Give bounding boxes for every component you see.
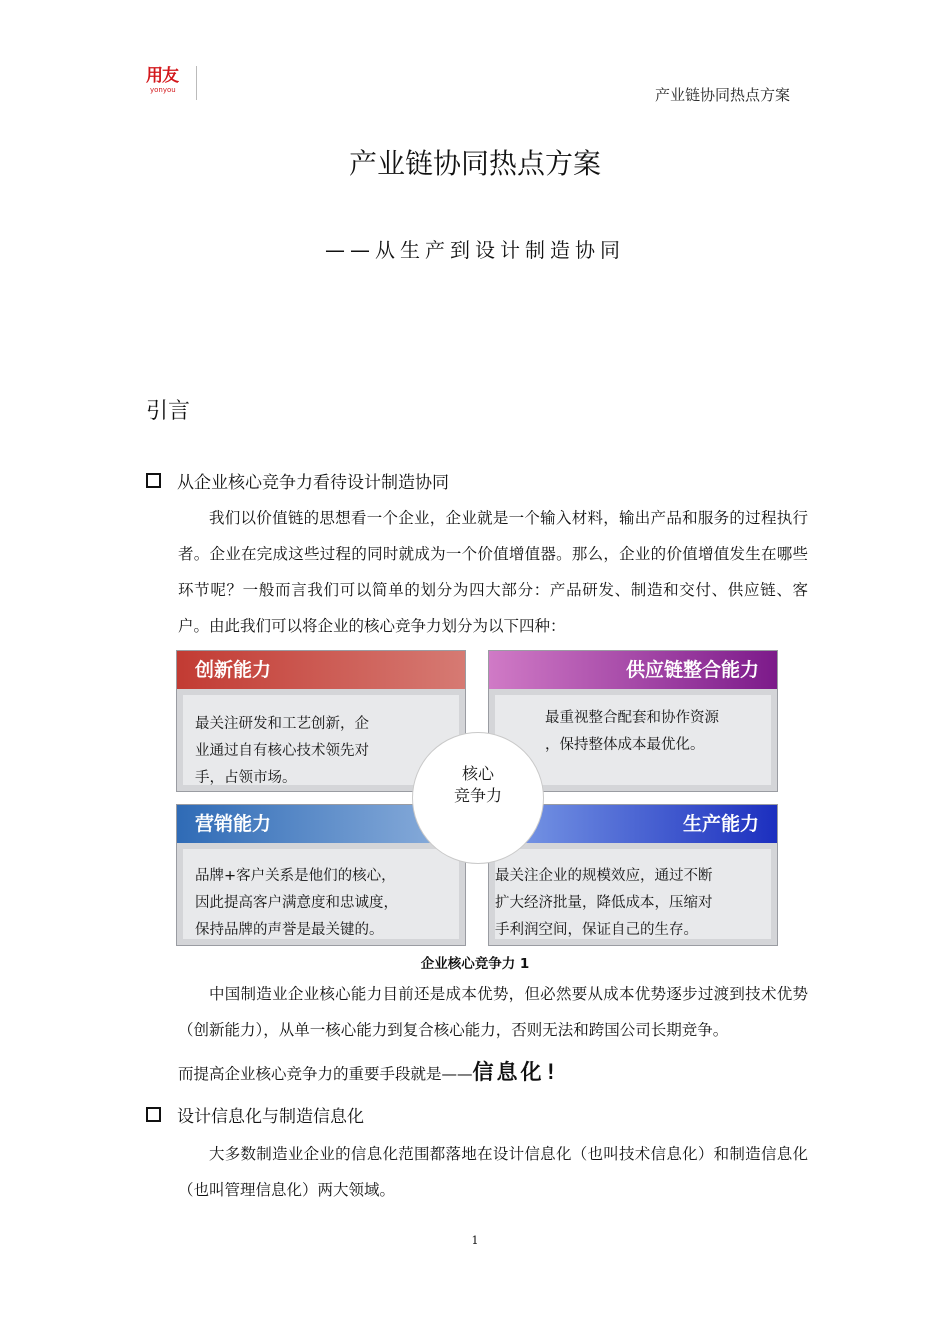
- quadrant-text: 最关注企业的规模效应，通过不断 扩大经济批量，降低成本，压缩对 手利润空间，保证自己的生存。: [495, 868, 713, 938]
- checkbox-icon: [146, 473, 161, 488]
- running-header-title: 产业链协同热点方案: [654, 86, 790, 104]
- quadrant-text: 品牌+客户关系是他们的核心， 因此提高客户满意度和忠诚度， 保持品牌的声誉是最关键的。: [195, 868, 398, 938]
- document-subtitle: ——从生产到设计制造协同: [325, 238, 625, 262]
- company-logo: [146, 66, 197, 100]
- bullet-item-core-competence: [146, 468, 449, 493]
- paragraph-value-chain: 我们以价值链的思想看一个企业，企业就是一个输入材料，输出产品和服务的过程执行者。企业在完成这些过程的同时就成为一个价值增值器。那么，企业的价值增值发生在哪些环节呢？一般而言我们可以简单的划分为四大部分：产品研发、制造和交付、供应链、客户。由此我们可以将企业的核心竞争力划分为以下四种：: [178, 509, 808, 635]
- paragraph-informatization: [178, 1054, 808, 1092]
- quadrant-text: 最关注研发和工艺创新，企 业通过自有核心技术领先对 手，占领市场。: [195, 716, 369, 786]
- section-heading-intro: 引言: [146, 399, 191, 424]
- bullet-text: 设计信息化与制造信息化: [177, 1107, 364, 1127]
- quadrant-title: 供应链整合能力: [489, 651, 777, 689]
- bullet-item-design-manufacturing: [146, 1102, 364, 1127]
- document-title: 产业链协同热点方案: [348, 147, 601, 180]
- paragraph-cost-advantage: 中国制造业企业核心能力目前还是成本优势，但必然要从成本优势逐步过渡到技术优势（创新能力），从单一核心能力到复合核心能力，否则无法和跨国公司长期竞争。: [178, 985, 808, 1039]
- paragraph-prefix: 而提高企业核心竞争力的重要手段就是——: [178, 1065, 473, 1083]
- quadrant-title: 营销能力: [177, 805, 465, 843]
- emphasis-text: 信息化!: [472, 1060, 561, 1084]
- core-label-line1: 核心: [461, 764, 494, 783]
- logo-mark: 用友: [146, 66, 178, 86]
- bullet-text: 从企业核心竞争力看待设计制造协同: [177, 473, 449, 493]
- logo-subtext: yonyou: [150, 86, 176, 94]
- core-circle: [412, 732, 544, 864]
- checkbox-icon: [146, 1107, 161, 1122]
- quadrant-text: 最重视整合配套和协作资源 ，保持整体成本最优化。: [545, 710, 719, 753]
- quadrant-title: 创新能力: [177, 651, 465, 689]
- figure-caption: 企业核心竞争力 1: [420, 956, 530, 972]
- page-number: 1: [471, 1234, 479, 1247]
- core-label-line2: 竞争力: [453, 786, 502, 805]
- core-competence-diagram: [176, 650, 778, 946]
- paragraph-domains: 大多数制造业企业的信息化范围都落地在设计信息化（也叫技术信息化）和制造信息化（也叫管理信息化）两大领域。: [178, 1145, 808, 1199]
- quadrant-title: 生产能力: [489, 805, 777, 843]
